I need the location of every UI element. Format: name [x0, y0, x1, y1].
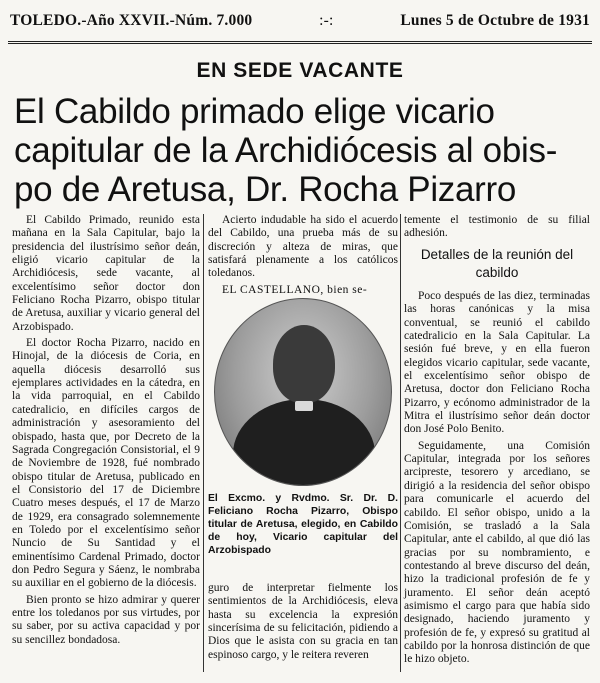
paragraph: guro de interpretar fielmente los sentimientos de la Archidiócesis, eleva hasta su excelencia la expresión sincerísima de su felicitación, pidiendo a Dios que le asista con su gracia en tan espinoso cargo, y le reitera reveren: [208, 582, 398, 661]
portrait-photo: [208, 292, 398, 488]
headline-line-2: capitular de la Archidiócesis al obis-: [14, 131, 558, 170]
masthead-date: Lunes 5 de Octubre de 1931: [400, 12, 590, 29]
kicker: EN SEDE VACANTE: [196, 59, 404, 82]
masthead-separator: :-:: [319, 12, 334, 29]
article-column-2-top: [208, 214, 398, 300]
paragraph: Poco después de las diez, terminadas las horas canónicas y la misa conventual, se reunió el cabildo catedralicio en la Sala Capitular. La sesión fué breve, y en ella fueron elegidos vicario capitular, sede vacante, el excelentísimo señor obispo de Aretusa, doctor don Feliciano Rocha Pizarro, y ecónomo administrador de la Mitra el ilustrísimo señor deán doctor don José Polo Benito.: [404, 290, 590, 436]
paragraph: Seguidamente, una Comisión Capitular, integrada por los señores arcipreste, tesorero y arcediano, se dirigió a la residencia del señor obispo para comunicarle el acuerdo del cabildo. El señor obispo, unido a la Comisión, se trasladó a la Sala Capitular, ante el cabildo, al que dió las gracias por su nombramiento, e contestando al breve discurso del deán, hizo la tradicional profesión de fe y juramento. El señor deán aceptó asimismo el cargo para que había sido designado, haciendo juramento y profesión de fe, y expresó su gratitud al cabildo por la honrosa distinción de que le hizo objeto.: [404, 439, 590, 666]
paragraph: El Cabildo Primado, reunido esta mañana en la Sala Capitular, bajo la presidencia del ilustrísimo señor deán, eligió vicario capitular de la Archidiócesis, sede vacante, al excelentísimo señor doctor don Feliciano Rocha Pizarro, obispo titular de Aretusa, auxiliar y vicario general del Arzobispado.: [12, 214, 200, 333]
headline: [14, 92, 592, 209]
portrait-body: [233, 399, 375, 486]
section-subhead: Detalles de la reunión del cabildo: [420, 247, 574, 280]
paragraph: temente el testimonio de su filial adhesión.: [404, 214, 590, 240]
masthead-issue: TOLEDO.-Año XXVII.-Núm. 7.000: [10, 12, 253, 29]
photo-caption: El Excmo. y Rvdmo. Sr. Dr. D. Feliciano Rocha Pizarro, Obispo titular de Aretusa, elegido, en Cabildo de hoy, Vicario capitular del Arzobispado: [208, 493, 398, 556]
paragraph: El doctor Rocha Pizarro, nacido en Hinojal, de la diócesis de Coria, en aquella diócesis desarrolló sus ejemplares actividades en la cátedra, en la vida parroquial, en el Cabildo catedralicio, en difíciles cargos de administración y asesoramiento del obispado, hasta que, por Decreto de la Sagrada Congregación Consistorial, el 9 de Noviembre de 1928, fué nombrado obispo titular de Aretusa, publicado en el Consistorio del 17 de Diciembre Cuatro meses después, el 17 de Marzo de 1929, era consagrado solemnemente en Toledo por el excelentísimo señor Nuncio de Su Santidad y el eminentísimo Cardenal Primado, doctor don Pedro Segura y Sáenz, le nombraba su auxiliar en el gobierno de la diócesis.: [12, 337, 200, 590]
signature: EL CASTELLANO, bien se-: [222, 283, 368, 296]
masthead: [10, 6, 590, 36]
article-column-3: [404, 290, 590, 670]
portrait-collar: [295, 401, 313, 411]
masthead-rule: [8, 41, 592, 44]
article-column-3-top: [404, 214, 590, 241]
article-column-2-bottom: [208, 582, 398, 665]
paragraph: Bien pronto se hizo admirar y querer entre los toledanos por sus virtudes, por su saber, por su activa capacidad y por su sencillez bondadosa.: [12, 593, 200, 646]
paragraph: Acierto indudable ha sido el acuerdo del Cabildo, una prueba más de su discreción y alteza de miras, que satisfará plenamente a los católicos toledanos.: [208, 214, 398, 280]
article-column-1: [12, 214, 200, 650]
headline-line-1: El Cabildo primado elige vicario: [14, 92, 495, 131]
column-divider: [203, 214, 204, 672]
portrait-head: [273, 325, 335, 403]
column-divider: [400, 214, 401, 672]
headline-line-3: po de Aretusa, Dr. Rocha Pizarro: [14, 170, 517, 209]
bishop-portrait: [214, 298, 392, 486]
